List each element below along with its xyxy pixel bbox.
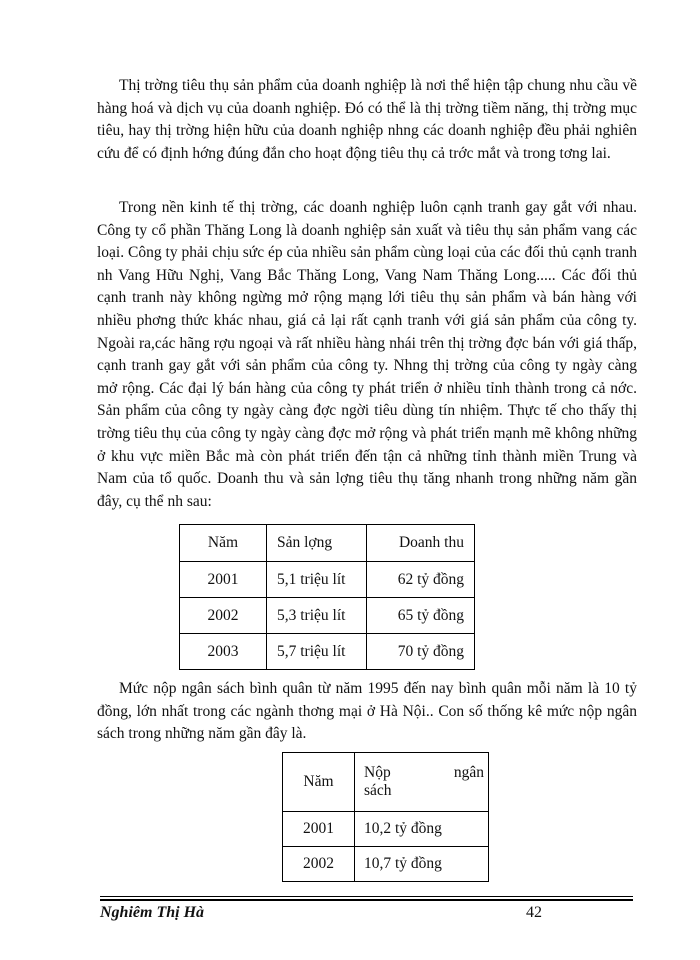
cell-year: 2001 <box>180 562 267 598</box>
cell-year: 2003 <box>180 634 267 670</box>
table-header-row <box>283 753 489 812</box>
table-row <box>180 562 475 598</box>
cell-revenue: 65 tỷ đồng <box>367 598 475 634</box>
cell-output: 5,1 triệu lít <box>267 562 367 598</box>
page-number: 42 <box>526 904 542 921</box>
cell-revenue: 62 tỷ đồng <box>367 562 475 598</box>
header-year: Năm <box>180 525 267 562</box>
paragraph-market-overview: Thị trờng tiêu thụ sản phẩm của doanh nghiệp là nơi thể hiện tập chung nhu cầu về hàng hoá và dịch vụ của doanh nghiệp. Đó có thể là thị trờng tiềm năng, thị trờng mục tiêu, hay thị trờng hiện hữu của doanh nghiệp nhng các doanh nghiệp đều phải nghiên cứu để có định hớng đúng đắn cho hoạt động tiêu thụ cả trớc mắt và trong tơng lai. <box>97 77 637 162</box>
header-revenue: Doanh thu <box>367 525 475 562</box>
header-output: Sản lợng <box>267 525 367 562</box>
footer-divider <box>100 896 633 897</box>
budget-contribution-table <box>282 752 489 882</box>
table-row <box>283 812 489 847</box>
cell-year: 2002 <box>283 847 355 882</box>
header-budget-word: Nộp <box>364 764 391 781</box>
cell-output: 5,7 triệu lít <box>267 634 367 670</box>
cell-year: 2001 <box>283 812 355 847</box>
table-row <box>180 634 475 670</box>
cell-revenue: 70 tỷ đồng <box>367 634 475 670</box>
header-year: Năm <box>283 753 355 812</box>
footer-author: Nghiêm Thị Hà <box>100 904 205 921</box>
cell-output: 5,3 triệu lít <box>267 598 367 634</box>
table-row <box>283 847 489 882</box>
header-budget-word: ngân <box>453 764 484 781</box>
sales-revenue-table <box>179 524 475 670</box>
cell-year: 2002 <box>180 598 267 634</box>
table-row <box>180 598 475 634</box>
table-header-row <box>180 525 475 562</box>
paragraph-budget: Mức nộp ngân sách bình quân từ năm 1995 đến nay bình quân mỗi năm là 10 tỷ đồng, lớn nhất trong các ngành thơng mại ở Hà Nội.. Con số thống kê mức nộp ngân sách trong những năm gần đây là. <box>97 680 637 743</box>
paragraph-competition: Trong nền kinh tế thị trờng, các doanh nghiệp luôn cạnh tranh gay gắt với nhau. Công ty cổ phần Thăng Long là doanh nghiệp sản xuất và tiêu thụ sản phẩm vang các loại. Công ty phải chịu sức ép của nhiều sản phẩm cùng loại của các đối thủ cạnh tranh nh Vang Hữu Nghị, Vang Bắc Thăng Long, Vang Nam Thăng Long..... Các đối thủ cạnh tranh này không ngừng mở rộng mạng lới tiêu thụ sản phẩm và bán hàng với nhiều phơng thức khác nhau, giá cả lại rất cạnh tranh với giá sản phẩm của công ty. Ngoài ra,các hãng rợu ngoại và rất nhiều hàng nhái trên thị trờng đợc bán với giá thấp, cạnh tranh gay gắt với sản phẩm của công ty. Nhng thị trờng của công ty ngày càng mở rộng. Các đại lý bán hàng của công ty phát triển ở nhiều tỉnh thành trong cả nớc. Sản phẩm của công ty ngày càng đợc ngời tiêu dùng tín nhiệm. Thực tế cho thấy thị trờng tiêu thụ của công ty ngày càng đợc mở rộng và phát triển mạnh mẽ không những ở khu vực miền Bắc mà còn phát triển đến tận cả những tỉnh thành miền Trung và Nam của tổ quốc. Doanh thu và sản lợng tiêu thụ tăng nhanh trong những năm gần đây, cụ thể nh sau: <box>97 199 637 510</box>
footer-divider <box>100 899 633 901</box>
cell-budget: 10,2 tỷ đồng <box>355 812 489 847</box>
cell-budget: 10,7 tỷ đồng <box>355 847 489 882</box>
header-budget-word: sách <box>364 782 392 799</box>
header-budget <box>355 753 489 812</box>
